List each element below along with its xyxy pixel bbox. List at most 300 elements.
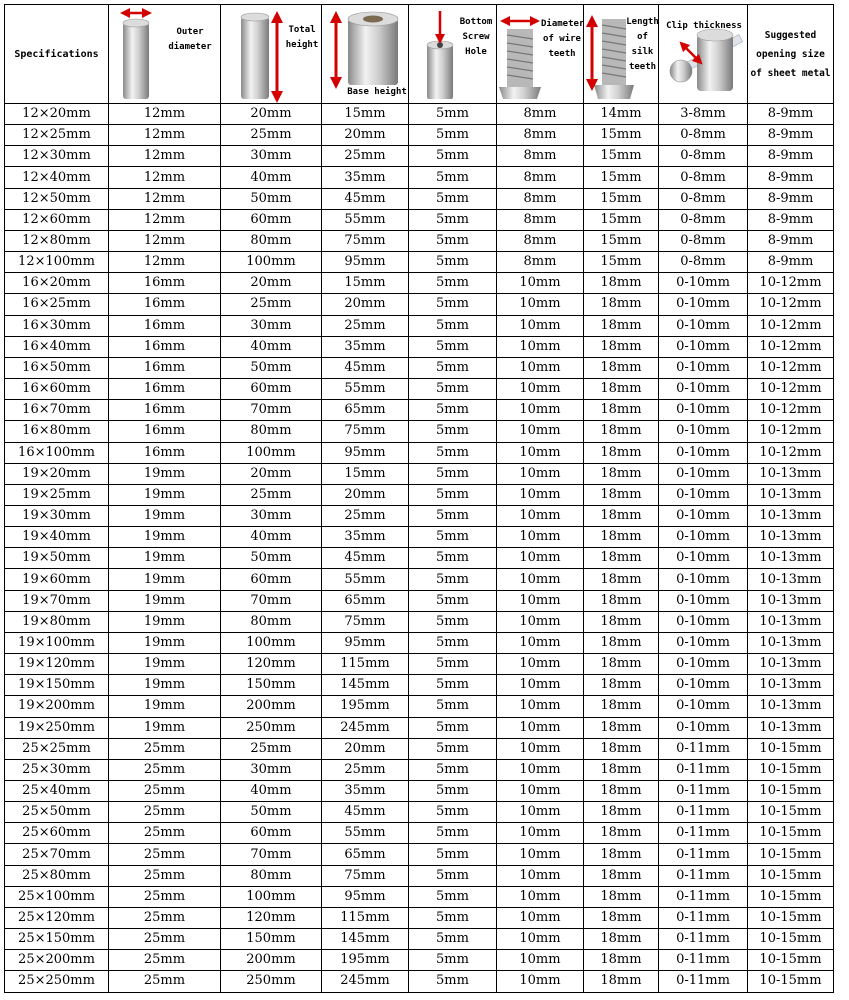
table-row — [5, 590, 834, 611]
cell-clip-thickness: 0-10mm — [659, 632, 748, 653]
cell-base-height: 35mm — [322, 336, 409, 357]
cell-spec: 25×40mm — [5, 781, 109, 802]
cell-silk-teeth-length: 18mm — [584, 421, 659, 442]
cell-total-height: 25mm — [221, 294, 322, 315]
table-row — [5, 865, 834, 886]
cell-total-height: 60mm — [221, 209, 322, 230]
cell-wire-teeth-diameter: 10mm — [497, 696, 584, 717]
cell-base-height: 25mm — [322, 315, 409, 336]
cell-outer-diameter: 16mm — [109, 400, 221, 421]
cell-suggested-opening: 8-9mm — [748, 146, 834, 167]
cell-suggested-opening: 10-13mm — [748, 569, 834, 590]
cell-outer-diameter: 16mm — [109, 442, 221, 463]
cell-wire-teeth-diameter: 10mm — [497, 400, 584, 421]
cell-clip-thickness: 0-10mm — [659, 421, 748, 442]
cell-silk-teeth-length: 18mm — [584, 759, 659, 780]
table-row — [5, 654, 834, 675]
cell-clip-thickness: 0-11mm — [659, 886, 748, 907]
cell-silk-teeth-length: 15mm — [584, 146, 659, 167]
cell-total-height: 80mm — [221, 421, 322, 442]
table-row — [5, 781, 834, 802]
cell-silk-teeth-length: 18mm — [584, 907, 659, 928]
cell-screw-hole: 5mm — [409, 505, 497, 526]
cell-wire-teeth-diameter: 10mm — [497, 675, 584, 696]
suggested-opening-label: Suggested opening size of sheet metal — [750, 29, 831, 79]
table-row — [5, 336, 834, 357]
cell-silk-teeth-length: 18mm — [584, 357, 659, 378]
cell-silk-teeth-length: 18mm — [584, 505, 659, 526]
cell-clip-thickness: 0-10mm — [659, 527, 748, 548]
cell-wire-teeth-diameter: 10mm — [497, 611, 584, 632]
cell-total-height: 150mm — [221, 929, 322, 950]
cell-suggested-opening: 8-9mm — [748, 230, 834, 251]
cell-silk-teeth-length: 18mm — [584, 929, 659, 950]
table-row — [5, 759, 834, 780]
cell-outer-diameter: 25mm — [109, 971, 221, 992]
cell-spec: 19×250mm — [5, 717, 109, 738]
cell-spec: 12×25mm — [5, 125, 109, 146]
cell-spec: 19×20mm — [5, 463, 109, 484]
table-row — [5, 125, 834, 146]
cell-screw-hole: 5mm — [409, 696, 497, 717]
cell-base-height: 35mm — [322, 527, 409, 548]
cell-silk-teeth-length: 18mm — [584, 717, 659, 738]
spec-table-body — [5, 104, 834, 993]
cell-total-height: 30mm — [221, 315, 322, 336]
cell-spec: 25×120mm — [5, 907, 109, 928]
cell-clip-thickness: 0-11mm — [659, 844, 748, 865]
cell-outer-diameter: 16mm — [109, 294, 221, 315]
header-outer-diameter — [109, 5, 221, 104]
table-row — [5, 611, 834, 632]
cell-silk-teeth-length: 18mm — [584, 632, 659, 653]
cell-outer-diameter: 16mm — [109, 336, 221, 357]
clip-thickness-label: Clip thickness — [666, 21, 742, 31]
cell-wire-teeth-diameter: 10mm — [497, 273, 584, 294]
cell-total-height: 60mm — [221, 379, 322, 400]
cell-spec: 12×100mm — [5, 252, 109, 273]
cell-silk-teeth-length: 18mm — [584, 463, 659, 484]
cell-silk-teeth-length: 18mm — [584, 611, 659, 632]
cell-base-height: 145mm — [322, 675, 409, 696]
cell-spec: 12×80mm — [5, 230, 109, 251]
cell-spec: 19×120mm — [5, 654, 109, 675]
cell-total-height: 100mm — [221, 442, 322, 463]
cell-screw-hole: 5mm — [409, 950, 497, 971]
cell-spec: 16×60mm — [5, 379, 109, 400]
cell-base-height: 20mm — [322, 294, 409, 315]
cell-outer-diameter: 19mm — [109, 590, 221, 611]
cell-spec: 16×25mm — [5, 294, 109, 315]
cell-screw-hole: 5mm — [409, 400, 497, 421]
table-row — [5, 442, 834, 463]
cell-suggested-opening: 10-13mm — [748, 548, 834, 569]
cell-suggested-opening: 10-15mm — [748, 844, 834, 865]
cell-outer-diameter: 25mm — [109, 759, 221, 780]
cell-screw-hole: 5mm — [409, 759, 497, 780]
cell-wire-teeth-diameter: 10mm — [497, 315, 584, 336]
cell-suggested-opening: 10-13mm — [748, 717, 834, 738]
cell-silk-teeth-length: 15mm — [584, 230, 659, 251]
cell-spec: 25×25mm — [5, 738, 109, 759]
table-row — [5, 929, 834, 950]
cell-total-height: 80mm — [221, 865, 322, 886]
table-row — [5, 632, 834, 653]
cell-spec: 12×40mm — [5, 167, 109, 188]
cell-wire-teeth-diameter: 8mm — [497, 252, 584, 273]
cell-base-height: 55mm — [322, 823, 409, 844]
cell-wire-teeth-diameter: 10mm — [497, 823, 584, 844]
cell-wire-teeth-diameter: 10mm — [497, 950, 584, 971]
cell-total-height: 250mm — [221, 717, 322, 738]
cell-spec: 25×80mm — [5, 865, 109, 886]
cell-base-height: 55mm — [322, 209, 409, 230]
cell-base-height: 195mm — [322, 950, 409, 971]
cell-total-height: 70mm — [221, 400, 322, 421]
cell-spec: 19×200mm — [5, 696, 109, 717]
cell-suggested-opening: 10-15mm — [748, 823, 834, 844]
cell-screw-hole: 5mm — [409, 844, 497, 865]
cell-wire-teeth-diameter: 10mm — [497, 590, 584, 611]
header-wire-teeth-diameter — [497, 5, 584, 104]
cell-clip-thickness: 0-10mm — [659, 590, 748, 611]
cell-suggested-opening: 10-13mm — [748, 632, 834, 653]
spec-table — [4, 4, 834, 993]
cell-wire-teeth-diameter: 10mm — [497, 294, 584, 315]
cell-clip-thickness: 0-11mm — [659, 738, 748, 759]
cell-outer-diameter: 19mm — [109, 505, 221, 526]
cell-clip-thickness: 0-11mm — [659, 759, 748, 780]
cell-wire-teeth-diameter: 10mm — [497, 844, 584, 865]
cell-silk-teeth-length: 18mm — [584, 590, 659, 611]
cell-silk-teeth-length: 18mm — [584, 971, 659, 992]
cell-screw-hole: 5mm — [409, 442, 497, 463]
cell-outer-diameter: 19mm — [109, 611, 221, 632]
cell-clip-thickness: 0-11mm — [659, 781, 748, 802]
cell-clip-thickness: 0-8mm — [659, 230, 748, 251]
header-total-height — [221, 5, 322, 104]
cell-suggested-opening: 10-13mm — [748, 654, 834, 675]
cell-outer-diameter: 25mm — [109, 781, 221, 802]
cell-suggested-opening: 10-12mm — [748, 273, 834, 294]
cell-suggested-opening: 10-13mm — [748, 463, 834, 484]
cell-screw-hole: 5mm — [409, 104, 497, 125]
cell-screw-hole: 5mm — [409, 675, 497, 696]
cell-total-height: 80mm — [221, 230, 322, 251]
cell-outer-diameter: 16mm — [109, 273, 221, 294]
cell-outer-diameter: 16mm — [109, 357, 221, 378]
cell-suggested-opening: 8-9mm — [748, 188, 834, 209]
cell-clip-thickness: 0-10mm — [659, 463, 748, 484]
cell-outer-diameter: 16mm — [109, 315, 221, 336]
cell-screw-hole: 5mm — [409, 611, 497, 632]
cell-screw-hole: 5mm — [409, 188, 497, 209]
cell-silk-teeth-length: 18mm — [584, 802, 659, 823]
cell-outer-diameter: 19mm — [109, 484, 221, 505]
cell-clip-thickness: 0-11mm — [659, 823, 748, 844]
cell-clip-thickness: 0-8mm — [659, 252, 748, 273]
table-row — [5, 230, 834, 251]
cell-wire-teeth-diameter: 10mm — [497, 548, 584, 569]
cell-outer-diameter: 19mm — [109, 527, 221, 548]
cell-wire-teeth-diameter: 10mm — [497, 484, 584, 505]
cell-base-height: 45mm — [322, 188, 409, 209]
cell-spec: 19×40mm — [5, 527, 109, 548]
cell-total-height: 25mm — [221, 484, 322, 505]
cell-base-height: 15mm — [322, 273, 409, 294]
cell-suggested-opening: 10-12mm — [748, 379, 834, 400]
cell-clip-thickness: 0-8mm — [659, 167, 748, 188]
cell-clip-thickness: 0-8mm — [659, 209, 748, 230]
cell-base-height: 75mm — [322, 421, 409, 442]
cell-wire-teeth-diameter: 10mm — [497, 569, 584, 590]
cell-clip-thickness: 0-10mm — [659, 294, 748, 315]
cell-wire-teeth-diameter: 8mm — [497, 146, 584, 167]
cell-base-height: 45mm — [322, 548, 409, 569]
cell-total-height: 50mm — [221, 357, 322, 378]
cell-silk-teeth-length: 18mm — [584, 336, 659, 357]
cell-outer-diameter: 16mm — [109, 421, 221, 442]
cell-total-height: 20mm — [221, 273, 322, 294]
cell-clip-thickness: 0-10mm — [659, 400, 748, 421]
cell-screw-hole: 5mm — [409, 252, 497, 273]
cell-screw-hole: 5mm — [409, 781, 497, 802]
table-row — [5, 971, 834, 992]
table-row — [5, 505, 834, 526]
cell-suggested-opening: 8-9mm — [748, 125, 834, 146]
cell-screw-hole: 5mm — [409, 717, 497, 738]
cell-spec: 25×70mm — [5, 844, 109, 865]
header-bottom-screw-hole — [409, 5, 497, 104]
cell-silk-teeth-length: 18mm — [584, 886, 659, 907]
cell-wire-teeth-diameter: 10mm — [497, 421, 584, 442]
cell-suggested-opening: 10-15mm — [748, 738, 834, 759]
table-row — [5, 950, 834, 971]
cell-total-height: 100mm — [221, 252, 322, 273]
cell-spec: 25×200mm — [5, 950, 109, 971]
table-row — [5, 717, 834, 738]
table-row — [5, 104, 834, 125]
cell-base-height: 95mm — [322, 886, 409, 907]
cell-base-height: 65mm — [322, 844, 409, 865]
cell-total-height: 40mm — [221, 781, 322, 802]
header-specifications — [5, 5, 109, 104]
cell-outer-diameter: 25mm — [109, 907, 221, 928]
cell-base-height: 75mm — [322, 230, 409, 251]
cell-suggested-opening: 10-12mm — [748, 442, 834, 463]
cell-clip-thickness: 0-10mm — [659, 654, 748, 675]
cell-clip-thickness: 0-8mm — [659, 146, 748, 167]
table-row — [5, 209, 834, 230]
cell-base-height: 25mm — [322, 146, 409, 167]
cell-spec: 16×50mm — [5, 357, 109, 378]
cell-outer-diameter: 12mm — [109, 167, 221, 188]
cell-suggested-opening: 10-12mm — [748, 336, 834, 357]
cell-wire-teeth-diameter: 10mm — [497, 505, 584, 526]
cell-clip-thickness: 0-10mm — [659, 484, 748, 505]
cell-base-height: 55mm — [322, 569, 409, 590]
cell-screw-hole: 5mm — [409, 421, 497, 442]
table-row — [5, 823, 834, 844]
cell-screw-hole: 5mm — [409, 802, 497, 823]
cell-clip-thickness: 0-8mm — [659, 125, 748, 146]
cell-base-height: 145mm — [322, 929, 409, 950]
cell-total-height: 250mm — [221, 971, 322, 992]
cell-spec: 25×50mm — [5, 802, 109, 823]
wire-teeth-diameter-label: Diameter of wire teeth — [541, 19, 585, 59]
cell-suggested-opening: 10-13mm — [748, 527, 834, 548]
cell-wire-teeth-diameter: 8mm — [497, 230, 584, 251]
cell-base-height: 25mm — [322, 505, 409, 526]
cell-suggested-opening: 10-13mm — [748, 590, 834, 611]
cell-base-height: 45mm — [322, 357, 409, 378]
cell-total-height: 20mm — [221, 104, 322, 125]
cell-wire-teeth-diameter: 10mm — [497, 442, 584, 463]
table-row — [5, 802, 834, 823]
cell-spec: 16×100mm — [5, 442, 109, 463]
cell-wire-teeth-diameter: 10mm — [497, 336, 584, 357]
cell-total-height: 25mm — [221, 125, 322, 146]
header-base-height — [322, 5, 409, 104]
cell-total-height: 120mm — [221, 907, 322, 928]
cell-screw-hole: 5mm — [409, 463, 497, 484]
table-row — [5, 273, 834, 294]
cell-total-height: 40mm — [221, 336, 322, 357]
cell-silk-teeth-length: 18mm — [584, 865, 659, 886]
cell-clip-thickness: 0-10mm — [659, 379, 748, 400]
cell-outer-diameter: 16mm — [109, 379, 221, 400]
cell-spec: 25×100mm — [5, 886, 109, 907]
cell-spec: 19×100mm — [5, 632, 109, 653]
table-row — [5, 294, 834, 315]
cell-base-height: 115mm — [322, 654, 409, 675]
cell-silk-teeth-length: 15mm — [584, 252, 659, 273]
cell-base-height: 15mm — [322, 104, 409, 125]
cell-silk-teeth-length: 18mm — [584, 442, 659, 463]
cell-base-height: 75mm — [322, 611, 409, 632]
cell-wire-teeth-diameter: 10mm — [497, 357, 584, 378]
cell-silk-teeth-length: 18mm — [584, 654, 659, 675]
cell-suggested-opening: 10-15mm — [748, 929, 834, 950]
cell-screw-hole: 5mm — [409, 294, 497, 315]
cell-total-height: 200mm — [221, 696, 322, 717]
table-row — [5, 484, 834, 505]
header-silk-teeth-length — [584, 5, 659, 104]
cell-wire-teeth-diameter: 10mm — [497, 971, 584, 992]
cell-total-height: 60mm — [221, 823, 322, 844]
cell-outer-diameter: 19mm — [109, 463, 221, 484]
cell-base-height: 65mm — [322, 400, 409, 421]
cell-clip-thickness: 0-8mm — [659, 188, 748, 209]
cell-total-height: 50mm — [221, 802, 322, 823]
table-row — [5, 400, 834, 421]
cell-silk-teeth-length: 18mm — [584, 548, 659, 569]
table-row — [5, 146, 834, 167]
cell-silk-teeth-length: 18mm — [584, 294, 659, 315]
cell-base-height: 75mm — [322, 865, 409, 886]
table-row — [5, 252, 834, 273]
cell-clip-thickness: 0-10mm — [659, 273, 748, 294]
cell-silk-teeth-length: 18mm — [584, 738, 659, 759]
cell-screw-hole: 5mm — [409, 527, 497, 548]
cell-silk-teeth-length: 14mm — [584, 104, 659, 125]
cell-total-height: 70mm — [221, 590, 322, 611]
bottom-screw-hole-label: Bottom Screw Hole — [459, 17, 493, 57]
cell-silk-teeth-length: 18mm — [584, 844, 659, 865]
cell-total-height: 20mm — [221, 463, 322, 484]
cell-wire-teeth-diameter: 10mm — [497, 886, 584, 907]
cell-base-height: 245mm — [322, 971, 409, 992]
cell-clip-thickness: 3-8mm — [659, 104, 748, 125]
header-suggested-opening — [748, 5, 834, 104]
cell-spec: 19×50mm — [5, 548, 109, 569]
cell-total-height: 40mm — [221, 527, 322, 548]
cell-clip-thickness: 0-11mm — [659, 802, 748, 823]
cell-total-height: 120mm — [221, 654, 322, 675]
cell-total-height: 100mm — [221, 886, 322, 907]
cell-outer-diameter: 19mm — [109, 717, 221, 738]
cell-outer-diameter: 25mm — [109, 886, 221, 907]
cell-total-height: 100mm — [221, 632, 322, 653]
cell-outer-diameter: 12mm — [109, 146, 221, 167]
cell-total-height: 150mm — [221, 675, 322, 696]
cell-base-height: 20mm — [322, 484, 409, 505]
cell-spec: 16×20mm — [5, 273, 109, 294]
cell-clip-thickness: 0-10mm — [659, 548, 748, 569]
cell-spec: 12×60mm — [5, 209, 109, 230]
cell-base-height: 95mm — [322, 252, 409, 273]
cell-clip-thickness: 0-10mm — [659, 696, 748, 717]
cell-spec: 25×60mm — [5, 823, 109, 844]
cell-spec: 25×150mm — [5, 929, 109, 950]
cell-outer-diameter: 25mm — [109, 950, 221, 971]
cell-outer-diameter: 12mm — [109, 209, 221, 230]
cell-screw-hole: 5mm — [409, 357, 497, 378]
cell-suggested-opening: 10-12mm — [748, 421, 834, 442]
cell-wire-teeth-diameter: 10mm — [497, 929, 584, 950]
cell-clip-thickness: 0-11mm — [659, 950, 748, 971]
cell-outer-diameter: 25mm — [109, 802, 221, 823]
cell-wire-teeth-diameter: 8mm — [497, 104, 584, 125]
cell-wire-teeth-diameter: 10mm — [497, 632, 584, 653]
cell-screw-hole: 5mm — [409, 315, 497, 336]
cell-clip-thickness: 0-11mm — [659, 971, 748, 992]
table-row — [5, 527, 834, 548]
cell-outer-diameter: 12mm — [109, 252, 221, 273]
cell-clip-thickness: 0-11mm — [659, 865, 748, 886]
table-row — [5, 738, 834, 759]
cell-suggested-opening: 8-9mm — [748, 209, 834, 230]
cell-silk-teeth-length: 18mm — [584, 781, 659, 802]
cell-suggested-opening: 10-13mm — [748, 505, 834, 526]
cell-total-height: 30mm — [221, 146, 322, 167]
table-row — [5, 167, 834, 188]
table-row — [5, 188, 834, 209]
cell-total-height: 70mm — [221, 844, 322, 865]
cell-outer-diameter: 25mm — [109, 844, 221, 865]
cell-screw-hole: 5mm — [409, 886, 497, 907]
cell-clip-thickness: 0-11mm — [659, 907, 748, 928]
base-height-label: Base height — [347, 87, 407, 97]
cell-silk-teeth-length: 15mm — [584, 125, 659, 146]
cell-suggested-opening: 10-15mm — [748, 802, 834, 823]
cell-suggested-opening: 10-15mm — [748, 886, 834, 907]
cell-suggested-opening: 10-15mm — [748, 907, 834, 928]
cell-screw-hole: 5mm — [409, 273, 497, 294]
cell-spec: 19×150mm — [5, 675, 109, 696]
cell-suggested-opening: 10-15mm — [748, 759, 834, 780]
cell-base-height: 95mm — [322, 442, 409, 463]
